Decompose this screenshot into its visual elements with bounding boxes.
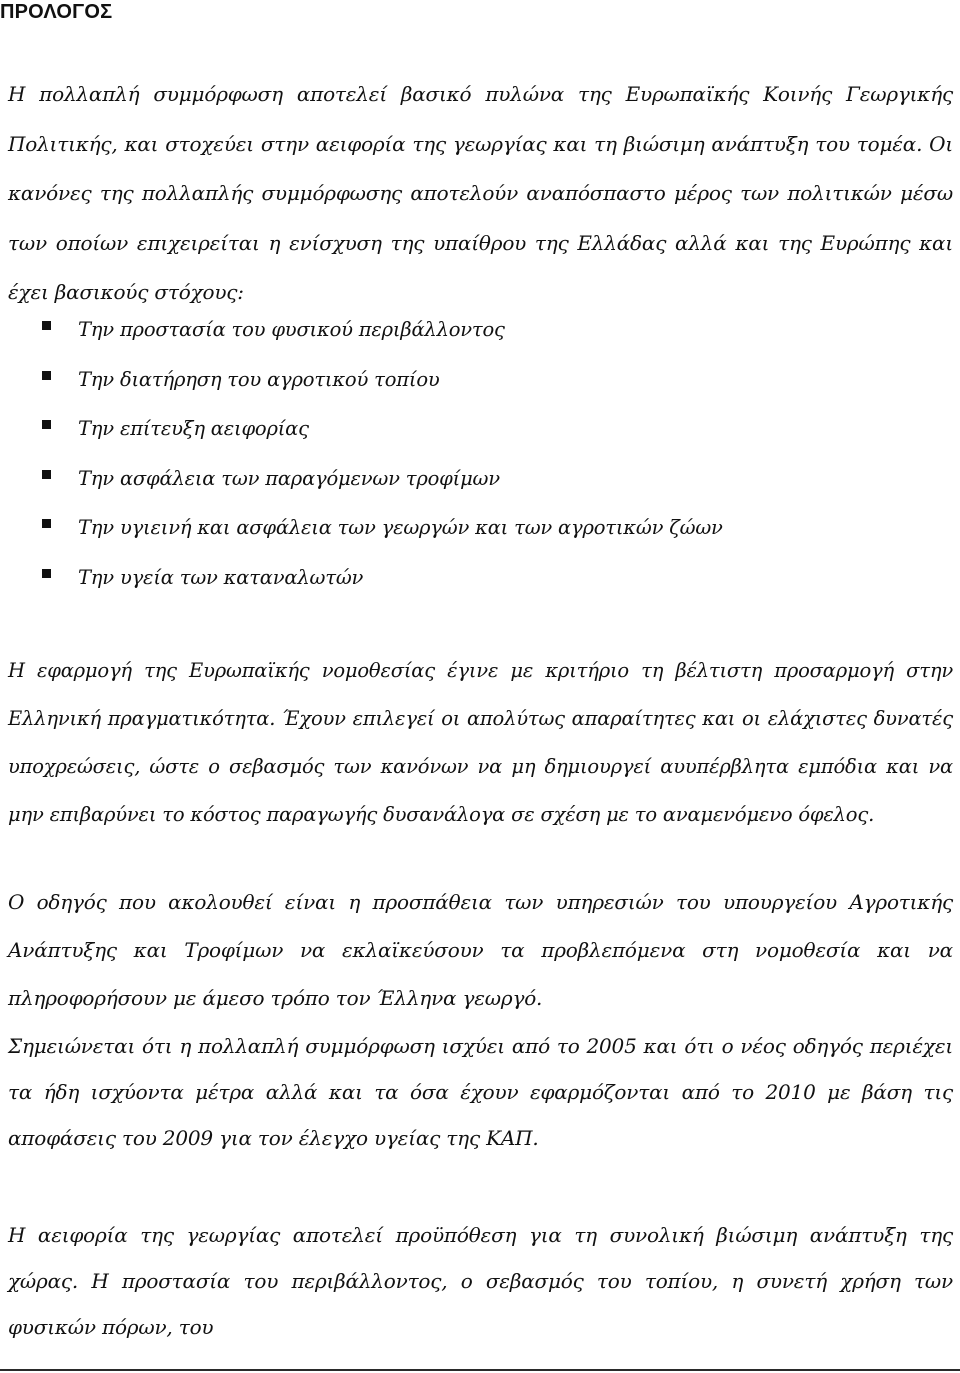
page-title: ΠΡΟΛΟΓΟΣ	[0, 1, 113, 23]
sustainability-paragraph: Η αειφορία της γεωργίας αποτελεί προϋπόθεση για τη συνολική βιώσιμη ανάπτυξη της χώρας. Η προστασία του περιβάλλοντος, ο σεβασμός του τοπίου, η συνετή χρήση των φυσικών πόρων, του	[8, 1223, 953, 1339]
list-item	[0, 305, 723, 355]
list-item	[0, 404, 723, 454]
list-item	[0, 355, 723, 405]
list-item	[0, 553, 723, 603]
objectives-list	[0, 305, 723, 602]
page-bottom-rule	[0, 1369, 960, 1371]
square-bullet-icon	[42, 420, 51, 429]
square-bullet-icon	[42, 371, 51, 380]
legislation-paragraph: Η εφαρμογή της Ευρωπαϊκής νομοθεσίας έγινε με κριτήριο τη βέλτιστη προσαρμογή στην Ελληνική πραγματικότητα. Έχουν επιλεγεί οι απολύτως απαραίτητες και οι ελάχιστες δυνατές υποχρεώσεις, ώστε ο σεβασμός των κανόνων να μη δημιουργεί αυυπέρβλητα εμπόδια και να μην επιβαρύνει το κόστος παραγωγής δυσανάλογα σε σχέση με το αναμενόμενο όφελος.	[8, 659, 953, 826]
square-bullet-icon	[42, 569, 51, 578]
square-bullet-icon	[42, 321, 51, 330]
guide-paragraph: Ο οδηγός που ακολουθεί είναι η προσπάθεια των υπηρεσιών του υπουργείου Αγροτικής Ανάπτυξης και Τροφίμων να εκλαϊκεύσουν τα προβλεπόμενα στη νομοθεσία και να πληροφορήσουν με άμεσο τρόπο τον Έλληνα γεωργό.	[8, 890, 953, 1010]
list-item-text: Την ασφάλεια των παραγόμενων τροφίμων	[78, 466, 500, 490]
square-bullet-icon	[42, 470, 51, 479]
list-item	[0, 454, 723, 504]
list-item-text: Την υγιεινή και ασφάλεια των γεωργών και των αγροτικών ζώων	[78, 516, 723, 539]
list-item-text: Την διατήρηση του αγροτικού τοπίου	[78, 367, 440, 391]
list-item-text: Την υγεία των καταναλωτών	[78, 565, 364, 589]
square-bullet-icon	[42, 519, 51, 528]
note-paragraph: Σημειώνεται ότι η πολλαπλή συμμόρφωση ισχύει από το 2005 και ότι ο νέος οδηγός περιέχει τα ήδη ισχύοντα μέτρα αλλά και τα όσα έχουν εφαρμόζονται από το 2010 με βάση τις αποφάσεις του 2009 για τον έλεγχο υγείας της ΚΑΠ.	[8, 1034, 953, 1150]
list-item-text: Την προστασία του φυσικού περιβάλλοντος	[78, 318, 505, 341]
list-item	[0, 503, 723, 553]
intro-paragraph: Η πολλαπλή συμμόρφωση αποτελεί βασικό πυλώνα της Ευρωπαϊκής Κοινής Γεωργικής Πολιτικής, και στοχεύει στην αειφορία της γεωργίας και τη βιώσιμη ανάπτυξη του τομέα. Οι κανόνες της πολλαπλής συμμόρφωσης αποτελούν αναπόσπαστο μέρος των πολιτικών μέσω των οποίων επιχειρείται η ενίσχυση της υπαίθρου της Ελλάδας αλλά και της Ευρώπης και έχει βασικούς στόχους:	[8, 82, 953, 304]
list-item-text: Την επίτευξη αειφορίας	[78, 417, 309, 440]
